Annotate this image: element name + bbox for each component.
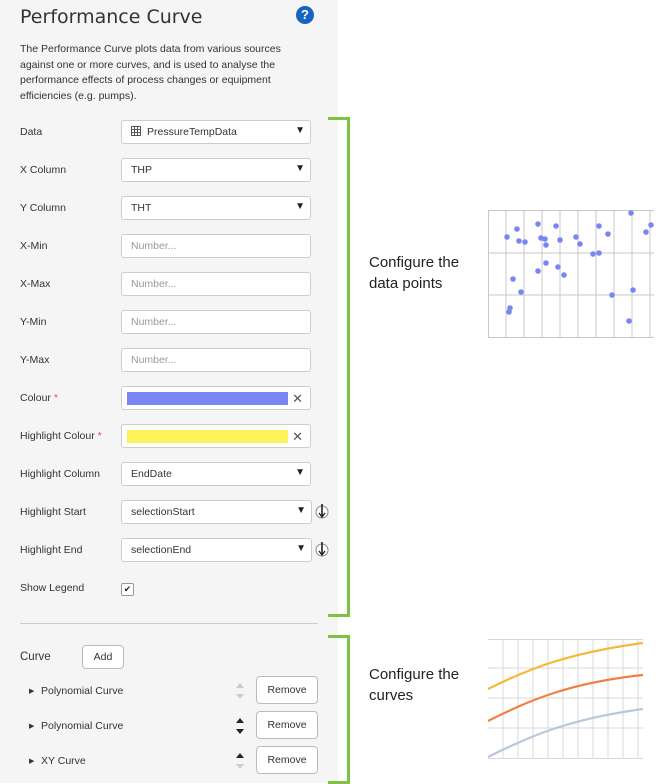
- add-curve-button[interactable]: Add: [82, 645, 124, 669]
- curve-item-label[interactable]: XY Curve: [41, 755, 86, 767]
- colour-swatch[interactable]: [127, 392, 288, 405]
- curves-annotation: Configure the curves: [369, 666, 460, 704]
- data-points-annotation: Configure the data points: [369, 254, 460, 292]
- data-label: Data: [20, 126, 43, 138]
- highlight-column-label: Highlight Column: [20, 468, 100, 480]
- show-legend-checkbox[interactable]: ✔: [121, 583, 134, 596]
- chevron-down-icon: ▼: [295, 467, 305, 478]
- colour-label: Colour *: [20, 392, 58, 404]
- required-marker: *: [53, 392, 58, 404]
- x-max-placeholder: Number...: [131, 278, 177, 290]
- highlight-end-select[interactable]: [121, 538, 312, 562]
- panel-description: The Performance Curve plots data from various sources against one or more curves, and is used to analyse the performance effects of process changes or equipment efficiencies (e.g. pumps).: [20, 43, 281, 102]
- remove-curve-button[interactable]: Remove: [256, 676, 318, 704]
- data-select[interactable]: [121, 120, 311, 144]
- remove-curve-button[interactable]: Remove: [256, 711, 318, 739]
- x-min-input[interactable]: [121, 234, 311, 258]
- colour-picker[interactable]: [121, 386, 311, 410]
- highlight-end-value: selectionEnd: [131, 544, 192, 556]
- remove-curve-button[interactable]: Remove: [256, 746, 318, 774]
- y-min-label: Y-Min: [20, 316, 47, 328]
- chevron-down-icon: ▼: [295, 201, 305, 212]
- y-column-value: THT: [131, 202, 152, 214]
- highlight-start-select[interactable]: [121, 500, 312, 524]
- scatter-plot-illustration: [488, 210, 654, 338]
- x-column-select[interactable]: [121, 158, 311, 182]
- page-title: Performance Curve: [20, 6, 203, 28]
- data-select-value: PressureTempData: [147, 126, 237, 138]
- x-max-input[interactable]: [121, 272, 311, 296]
- y-max-placeholder: Number...: [131, 354, 177, 366]
- chevron-down-icon: ▼: [296, 505, 306, 516]
- y-min-input[interactable]: [121, 310, 311, 334]
- x-column-label: X Column: [20, 164, 67, 176]
- clear-icon[interactable]: ✕: [292, 429, 303, 444]
- curve-item-label[interactable]: Polynomial Curve: [41, 685, 124, 697]
- curve-item-label[interactable]: Polynomial Curve: [41, 720, 124, 732]
- x-column-value: THP: [131, 164, 152, 176]
- table-icon: [131, 126, 141, 136]
- section-divider: [20, 623, 318, 624]
- show-legend-label: Show Legend: [20, 582, 85, 594]
- chevron-down-icon: ▼: [295, 163, 305, 174]
- reorder-arrows-icon[interactable]: [234, 679, 246, 703]
- highlight-start-label: Highlight Start: [20, 506, 86, 518]
- y-column-select[interactable]: [121, 196, 311, 220]
- highlight-colour-picker[interactable]: [121, 424, 311, 448]
- x-min-placeholder: Number...: [131, 240, 177, 252]
- required-marker: *: [97, 430, 102, 442]
- y-max-input[interactable]: [121, 348, 311, 372]
- reorder-arrows-icon[interactable]: [234, 714, 246, 738]
- expand-icon[interactable]: ▶: [29, 758, 35, 765]
- expand-icon[interactable]: ▶: [29, 723, 35, 730]
- y-max-label: Y-Max: [20, 354, 50, 366]
- highlight-colour-swatch[interactable]: [127, 430, 288, 443]
- chevron-down-icon: ▼: [296, 543, 306, 554]
- highlight-start-value: selectionStart: [131, 506, 195, 518]
- x-min-label: X-Min: [20, 240, 48, 252]
- arrow-down-circle-icon[interactable]: [315, 501, 329, 523]
- clear-icon[interactable]: ✕: [292, 391, 303, 406]
- highlight-colour-label: Highlight Colour *: [20, 430, 102, 442]
- curves-illustration: [488, 639, 643, 759]
- x-max-label: X-Max: [20, 278, 51, 290]
- chevron-down-icon: ▼: [295, 125, 305, 136]
- highlight-column-select[interactable]: [121, 462, 311, 486]
- curve-label: Curve: [20, 651, 51, 663]
- highlight-end-label: Highlight End: [20, 544, 83, 556]
- data-points-bracket: [328, 117, 350, 617]
- y-column-label: Y Column: [20, 202, 66, 214]
- curves-bracket: [328, 635, 350, 784]
- question-circle-icon[interactable]: ?: [296, 6, 314, 24]
- arrow-down-circle-icon[interactable]: [315, 539, 329, 561]
- y-min-placeholder: Number...: [131, 316, 177, 328]
- reorder-arrows-icon[interactable]: [234, 749, 246, 773]
- highlight-column-value: EndDate: [131, 468, 172, 480]
- expand-icon[interactable]: ▶: [29, 688, 35, 695]
